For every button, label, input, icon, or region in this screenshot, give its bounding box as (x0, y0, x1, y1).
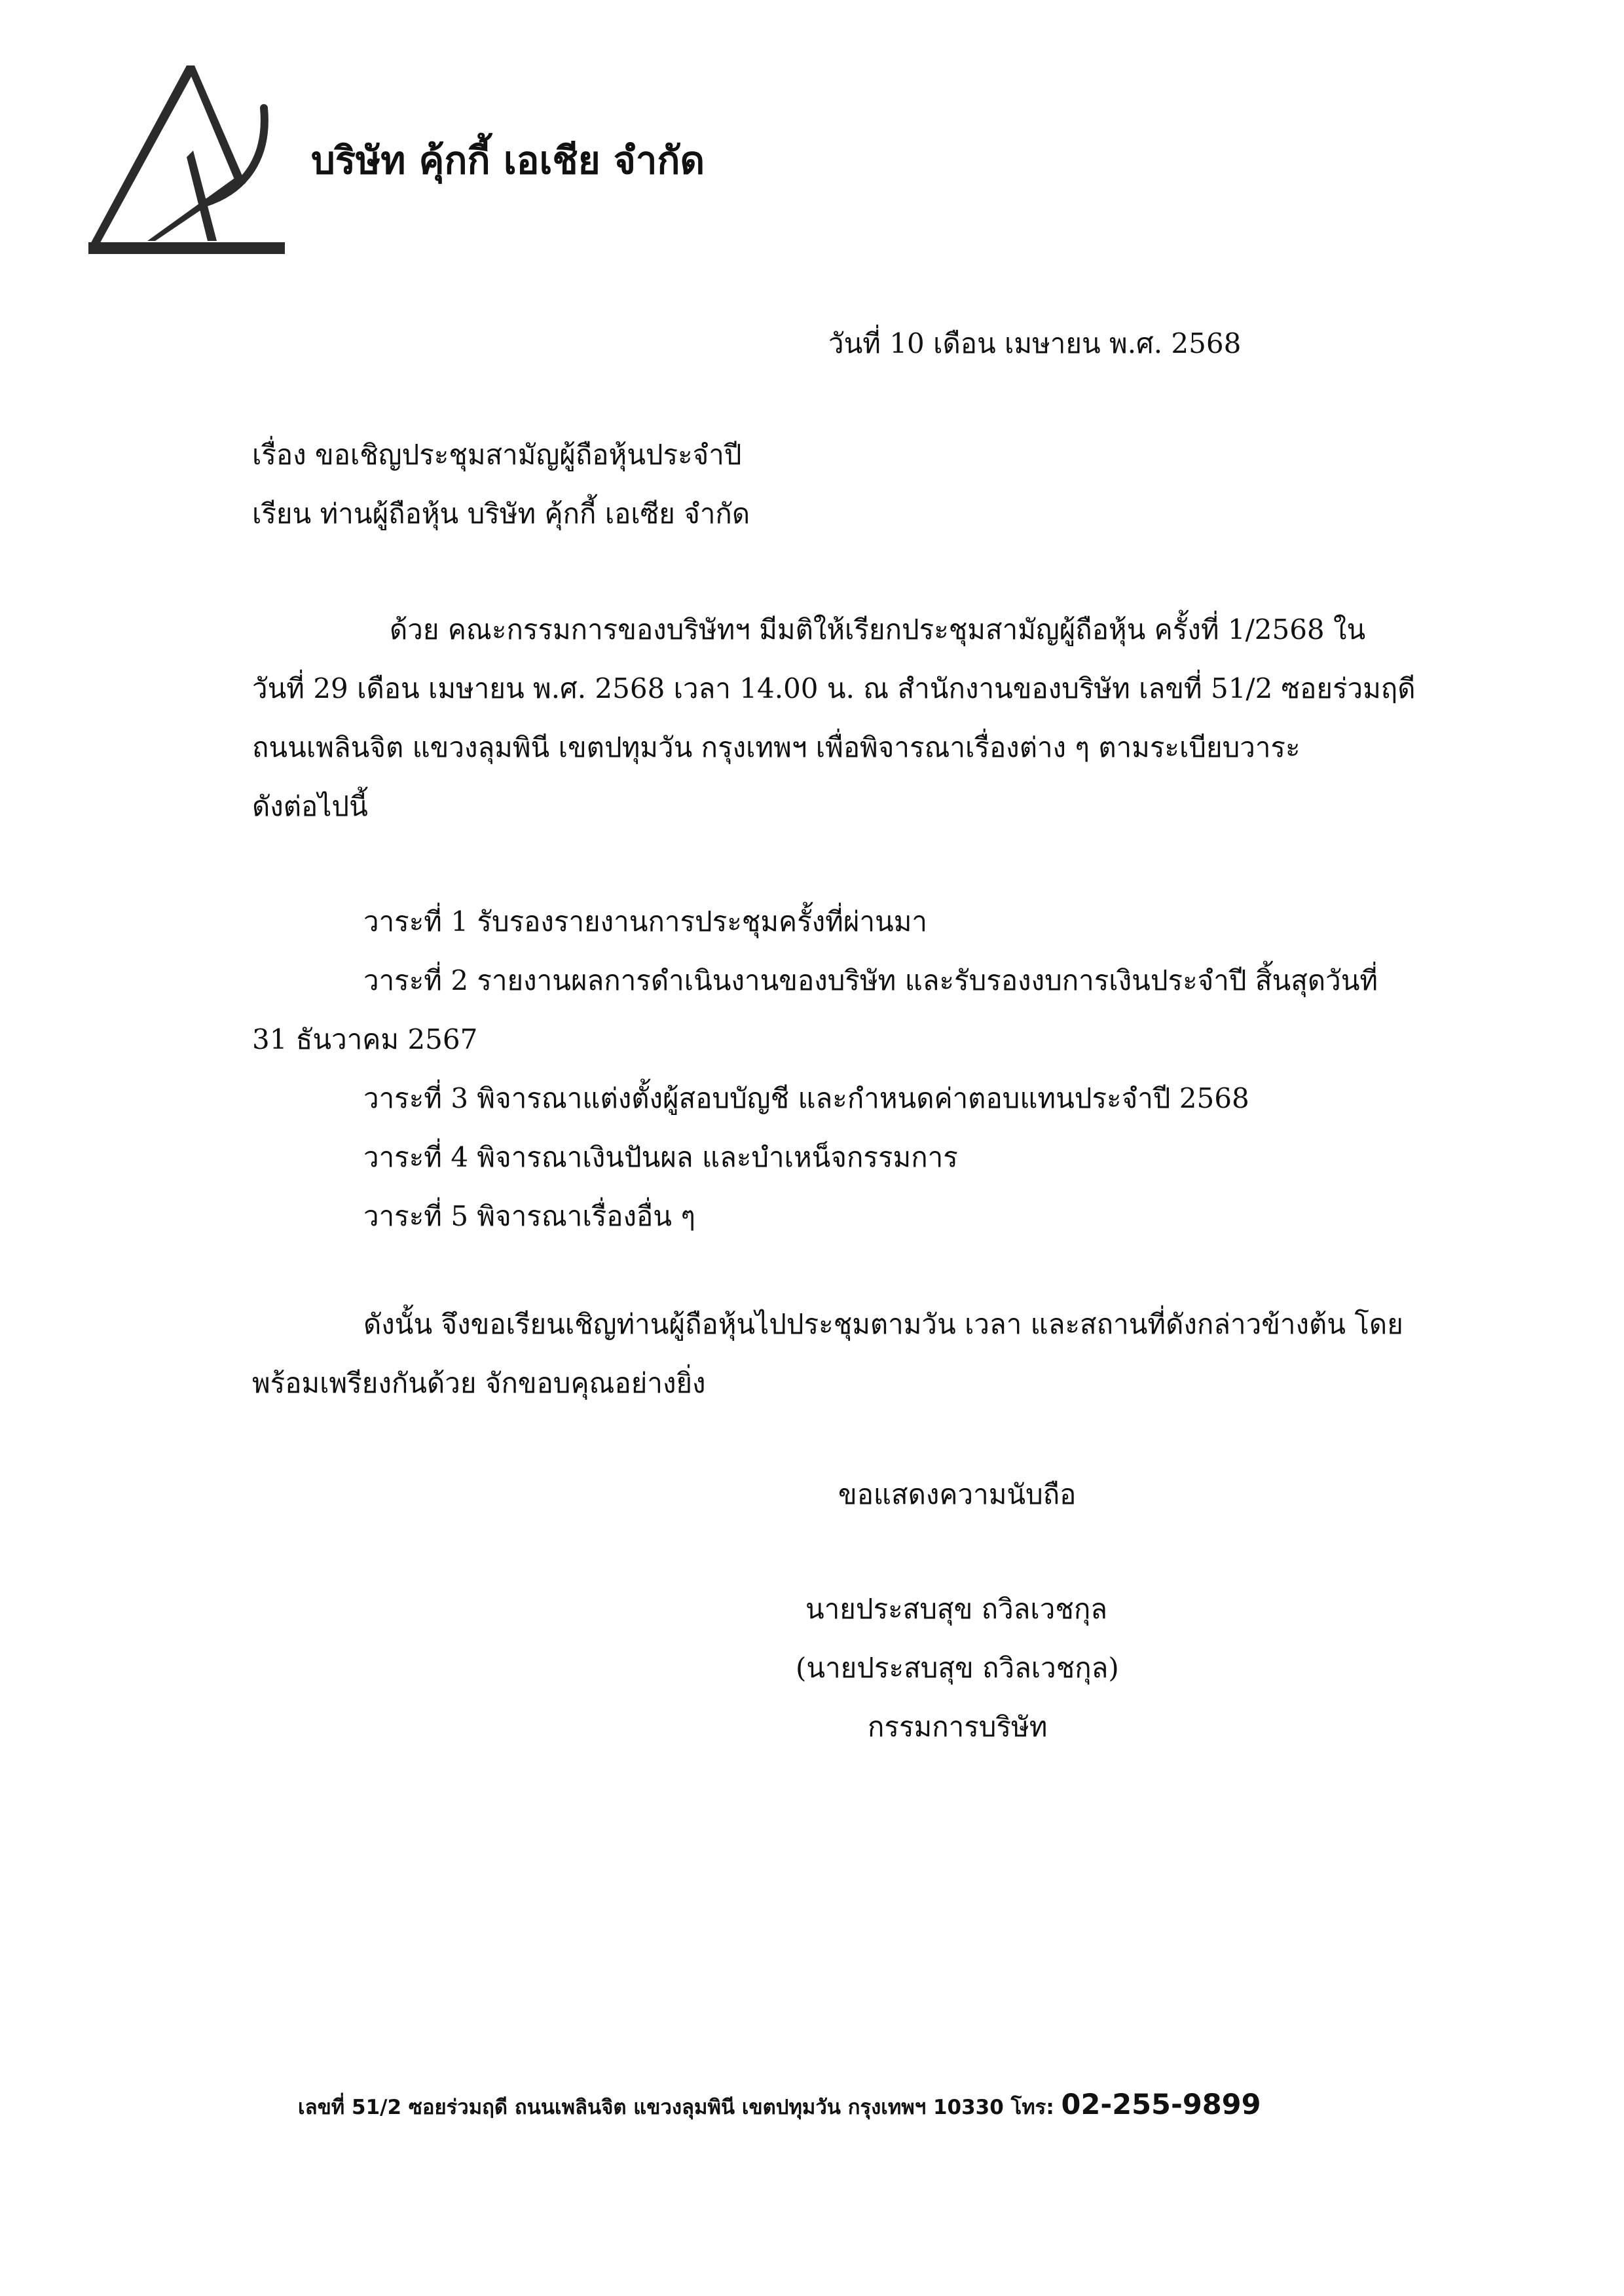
closing-line: พร้อมเพรียงกันด้วย จักขอบคุณอย่างยิ่ง (252, 1367, 706, 1399)
intro-line: วันที่ 29 เดือน เมษายน พ.ศ. 2568 เวลา 14.00 น. ณ สำนักงานของบริษัท เลขที่ 51/2 ซอยร่วมฤดี (252, 672, 1416, 704)
agenda-item: วาระที่ 5 พิจารณาเรื่องอื่น ๆ (363, 1200, 695, 1232)
intro-line: ดังต่อไปนี้ (252, 790, 368, 822)
company-name: บริษัท คุ้กกี้ เอเชีย จำกัด (311, 138, 705, 183)
letter-recipient: เรียน ท่านผู้ถือหุ้น บริษัท คุ้กกี้ เอเซีย จำกัด (252, 498, 750, 530)
footer-phone: 02-255-9899 (1061, 2088, 1261, 2121)
agenda-item: วาระที่ 2 รายงานผลการดำเนินงานของบริษัท และรับรองงบการเงินประจำปี สิ้นสุดวันที่ (363, 964, 1378, 996)
letter-subject: เรื่อง ขอเชิญประชุมสามัญผู้ถือหุ้นประจำปี (252, 439, 742, 471)
intro-line: ถนนเพลินจิต แขวงลุมพินี เขตปทุมวัน กรุงเทพฯ เพื่อพิจารณาเรื่องต่าง ๆ ตามระเบียบวาระ (252, 731, 1301, 763)
letter-date: วันที่ 10 เดือน เมษายน พ.ศ. 2568 (828, 327, 1242, 359)
agenda-item: วาระที่ 3 พิจารณาแต่งตั้งผู้สอบบัญชี และกำหนดค่าตอบแทนประจำปี 2568 (363, 1082, 1249, 1114)
signer-name: (นายประสบสุข ถวิลเวชกุล) (796, 1652, 1119, 1684)
agenda-item-continuation: 31 ธันวาคม 2567 (252, 1023, 478, 1055)
regards: ขอแสดงความนับถือ (838, 1478, 1077, 1510)
signer-title: กรรมการบริษัท (868, 1711, 1048, 1743)
company-logo (88, 65, 285, 259)
footer-address-text: เลขที่ 51/2 ซอยร่วมฤดี ถนนเพลินจิต แขวงลุมพินี เขตปทุมวัน กรุงเทพฯ 10330 โทร: (298, 2096, 1054, 2119)
agenda-item: วาระที่ 1 รับรองรายงานการประชุมครั้งที่ผ่านมา (363, 905, 928, 938)
intro-line: ด้วย คณะกรรมการของบริษัทฯ มีมติให้เรียกประชุมสามัญผู้ถือหุ้น ครั้งที่ 1/2568 ใน (390, 613, 1366, 646)
agenda-item: วาระที่ 4 พิจารณาเงินปันผล และบำเหน็จกรรมการ (363, 1141, 958, 1173)
signature: นายประสบสุข ถวิลเวชกุล (805, 1593, 1108, 1625)
footer-address (298, 2085, 1261, 2127)
closing-line: ดังนั้น จึงขอเรียนเชิญท่านผู้ถือหุ้นไปประชุมตามวัน เวลา และสถานที่ดังกล่าวข้างต้น โดย (363, 1308, 1403, 1340)
